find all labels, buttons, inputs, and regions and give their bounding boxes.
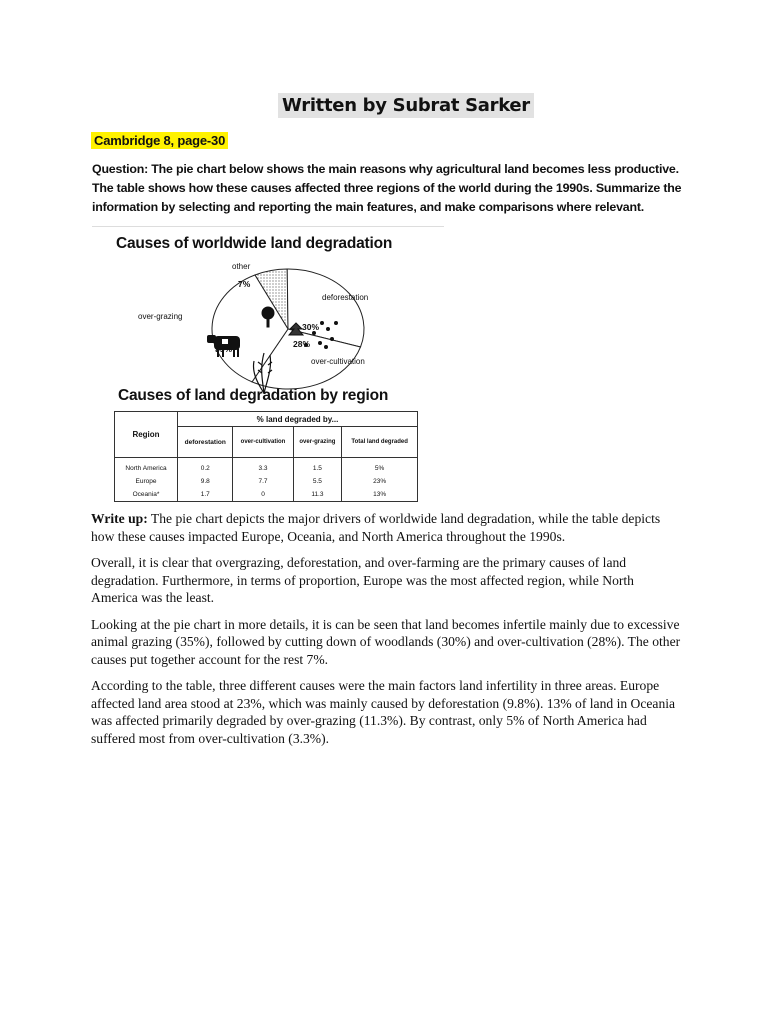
pie-value-deforestation: 30%: [302, 322, 320, 332]
table-cell-region: Oceania*: [115, 488, 178, 502]
table-col-total: Total land degraded: [342, 427, 418, 458]
writeup-text: The pie chart depicts the major drivers of worldwide land degradation, while the table depicts how these causes impacted Europe, Oceania, and North America throughout the 1990s.: [91, 511, 661, 544]
writeup-paragraph: Overall, it is clear that overgrazing, deforestation, and over-farming are the primary causes of land degradation. Furthermore, in terms of proportion, Europe was the most affected region, while North America was the least.: [91, 555, 634, 605]
pie-chart-title: Causes of worldwide land degradation: [116, 235, 393, 252]
table-col-over-cultivation: over-cultivation: [233, 427, 293, 458]
table-cell: 9.8: [178, 475, 233, 488]
pie-value-over-grazing: 35%: [215, 344, 233, 354]
table-cell: 7.7: [233, 475, 293, 488]
table-row: [115, 458, 418, 476]
question-text: The pie chart below shows the main reasons why agricultural land becomes less productive. The table shows how these causes affected three regions of the world during the 1990s. Summarize the information by selecting and reporting the main features, and make comparisons where relevant.: [92, 162, 682, 214]
table-title: Causes of land degradation by region: [118, 387, 389, 404]
table-cell: 5.5: [293, 475, 342, 488]
pie-value-other: 7%: [238, 279, 251, 289]
pie-label-over-grazing: over-grazing: [138, 312, 183, 321]
table-cell-region: North America: [115, 458, 178, 476]
question-label: Question:: [92, 162, 149, 176]
table-cell: 0.2: [178, 458, 233, 476]
source-tag: Cambridge 8, page-30: [91, 132, 228, 149]
pie-value-over-cultivation: 28%: [293, 339, 311, 349]
writeup-paragraph: Looking at the pie chart in more details, it is can be seen that land becomes infertile mainly due to excessive animal grazing (35%), followed by cutting down of woodlands (30%) and over-cultivation (28%). The other causes put together account for the rest 7%.: [91, 616, 681, 667]
table-cell: 5%: [342, 458, 418, 476]
table-row: [115, 475, 418, 488]
table-cell: 23%: [342, 475, 418, 488]
question-paragraph: [92, 160, 682, 217]
pie-label-over-cultivation: over-cultivation: [311, 357, 365, 366]
pie-label-deforestation: deforestation: [322, 293, 369, 302]
figure: [92, 226, 444, 499]
table-cell: 1.5: [293, 458, 342, 476]
page-title: Written by Subrat Sarker: [278, 93, 534, 118]
table-cell: 1.7: [178, 488, 233, 502]
table-cell: 13%: [342, 488, 418, 502]
table-cell: 3.3: [233, 458, 293, 476]
table-row: [115, 488, 418, 502]
writeup-paragraph: According to the table, three different causes were the main factors land infertility in three areas. Europe affected land area stood at 23%, which was mainly caused by deforestation (9.8%). 13% of land in Oceania was affected primarily degraded by over-grazing (11.3%). By contrast, only 5% of North America had suffered most from over-cultivation (3.3%).: [91, 678, 676, 746]
table-cell: 11.3: [293, 488, 342, 502]
table-cell-region: Europe: [115, 475, 178, 488]
writeup-label: Write up:: [91, 511, 148, 526]
table-cell: 0: [233, 488, 293, 502]
writeup: [91, 510, 681, 756]
table-col-over-grazing: over-grazing: [293, 427, 342, 458]
region-table: [114, 411, 418, 502]
writeup-paragraph: [91, 510, 681, 545]
pie-label-other: other: [232, 262, 251, 271]
table-col-deforestation: deforestation: [178, 427, 233, 458]
table-header-region: Region: [115, 412, 178, 458]
table-header-group: % land degraded by...: [178, 412, 418, 427]
